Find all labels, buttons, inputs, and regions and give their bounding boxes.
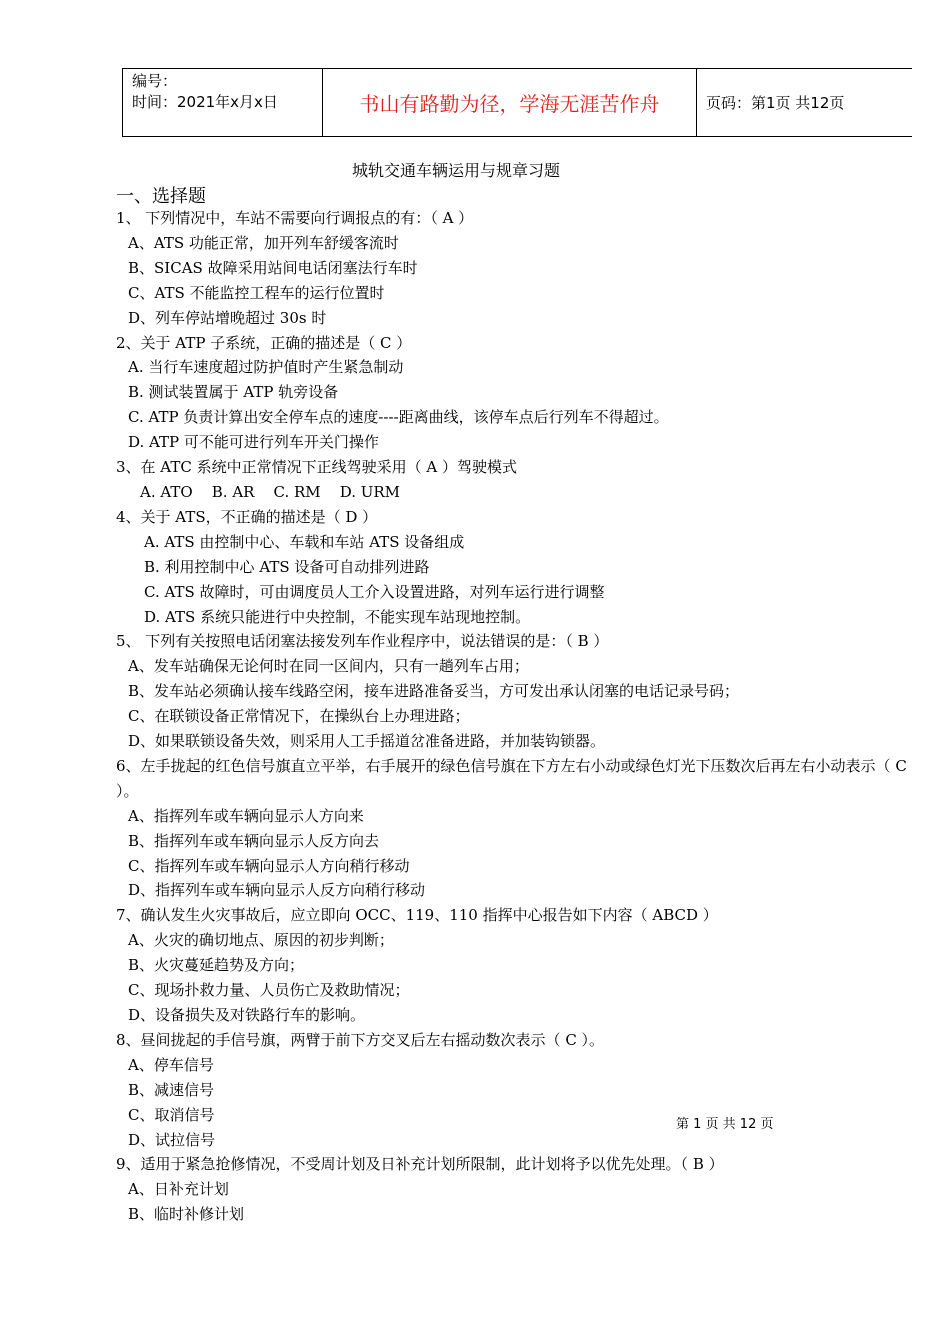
option-line: D、如果联锁设备失效，则采用人工手摇道岔准备进路，并加装钩锁器。 [128, 732, 606, 751]
time-label: 时间：2021年x月x日 [132, 93, 278, 111]
option-line: A、日补充计划 [128, 1180, 229, 1199]
option-line: B、发车站必须确认接车线路空闲，接车进路准备妥当，方可发出承认闭塞的电话记录号码； [128, 682, 740, 701]
option-line: A. ATS 由控制中心、车载和车站 ATS 设备组成 [144, 532, 465, 551]
option-line: C. ATS 故障时，可由调度员人工介入设置进路，对列车运行进行调整 [144, 582, 605, 601]
question-line: 6、左手拢起的红色信号旗直立平举，右手展开的绿色信号旗在下方左右小动或绿色灯光下压数次后再左右小动表示（ C ）。 [116, 756, 907, 800]
option-line: D. ATP 可不能可进行列车开关门操作 [128, 433, 379, 452]
option-line: B、火灾蔓延趋势及方向； [128, 956, 305, 975]
option-line: D. ATS 系统只能进行中央控制，不能实现车站现地控制。 [144, 607, 531, 626]
option-line: A、火灾的确切地点、原因的初步判断； [128, 931, 394, 950]
question-line: 7、确认发生火灾事故后，应立即向 OCC、119、110 指挥中心报告如下内容（ ABCD ） [116, 906, 718, 925]
question-line: 4、关于 ATS，不正确的描述是（ D ） [116, 507, 378, 526]
option-line: A、停车信号 [128, 1055, 214, 1074]
motto: 书山有路勤为径，学海无涯苦作舟 [323, 69, 697, 136]
question-line: 2、关于 ATP 子系统，正确的描述是（ C ） [116, 333, 412, 352]
option-line: C、取消信号 [128, 1105, 215, 1124]
option-line: B. 测试装置属于 ATP 轨旁设备 [128, 383, 339, 402]
page-code: 页码：第1页 共12页 [706, 94, 845, 112]
option-line: A、ATS 功能正常，加开列车舒缓客流时 [128, 233, 399, 252]
option-line: A、指挥列车或车辆向显示人方向来 [128, 806, 364, 825]
number-label: 编号： [132, 72, 178, 90]
option-line: A. 当行车速度超过防护值时产生紧急制动 [128, 358, 404, 377]
option-line: C、指挥列车或车辆向显示人方向稍行移动 [128, 856, 410, 875]
option-line: B、指挥列车或车辆向显示人反方向去 [128, 831, 380, 850]
question-line: 1、 下列情况中，车站不需要向行调报点的有：（ A ） [116, 209, 474, 227]
question-line: 3、在 ATC 系统中正常情况下正线驾驶采用（ A ）驾驶模式 [116, 458, 517, 477]
option-line: C、现场扑救力量、人员伤亡及救助情况； [128, 981, 410, 1000]
option-line: C、ATS 不能监控工程车的运行位置时 [128, 283, 385, 302]
option-line: B. 利用控制中心 ATS 设备可自动排列进路 [144, 557, 430, 576]
option-line: A、发车站确保无论何时在同一区间内，只有一趟列车占用； [128, 657, 529, 676]
option-line: D、指挥列车或车辆向显示人反方向稍行移动 [128, 881, 426, 900]
option-line: D、列车停站增晚超过 30s 时 [128, 308, 327, 327]
page-footer: 第 1 页 共 12 页 [676, 1117, 774, 1132]
question-line: 8、昼间拢起的手信号旗，两臂于前下方交叉后左右摇动数次表示（ C ）。 [116, 1030, 605, 1049]
option-line: C、在联锁设备正常情况下，在操纵台上办理进路； [128, 707, 470, 726]
option-line: A. ATO B. AR C. RM D. URM [140, 482, 401, 501]
doc-title: 城轨交通车辆运用与规章习题 [351, 161, 560, 180]
header-info-cell [122, 69, 323, 136]
question-list [116, 206, 926, 1227]
option-line: B、临时补修计划 [128, 1205, 245, 1224]
question-line: 9、适用于紧急抢修情况，不受周计划及日补充计划所限制，此计划将予以优先处理。（ B ） [116, 1155, 724, 1174]
page-header [122, 68, 912, 137]
option-line: B、SICAS 故障采用站间电话闭塞法行车时 [128, 258, 418, 277]
option-line: C. ATP 负责计算出安全停车点的速度----距离曲线，该停车点后行列车不得超过。 [128, 408, 669, 427]
question-line: 5、 下列有关按照电话闭塞法接发列车作业程序中，说法错误的是：（ B ） [116, 632, 609, 651]
section-title: 一、选择题 [116, 186, 206, 207]
option-line: B、减速信号 [128, 1080, 215, 1099]
option-line: D、试拉信号 [128, 1130, 216, 1149]
option-line: D、设备损失及对铁路行车的影响。 [128, 1006, 366, 1024]
